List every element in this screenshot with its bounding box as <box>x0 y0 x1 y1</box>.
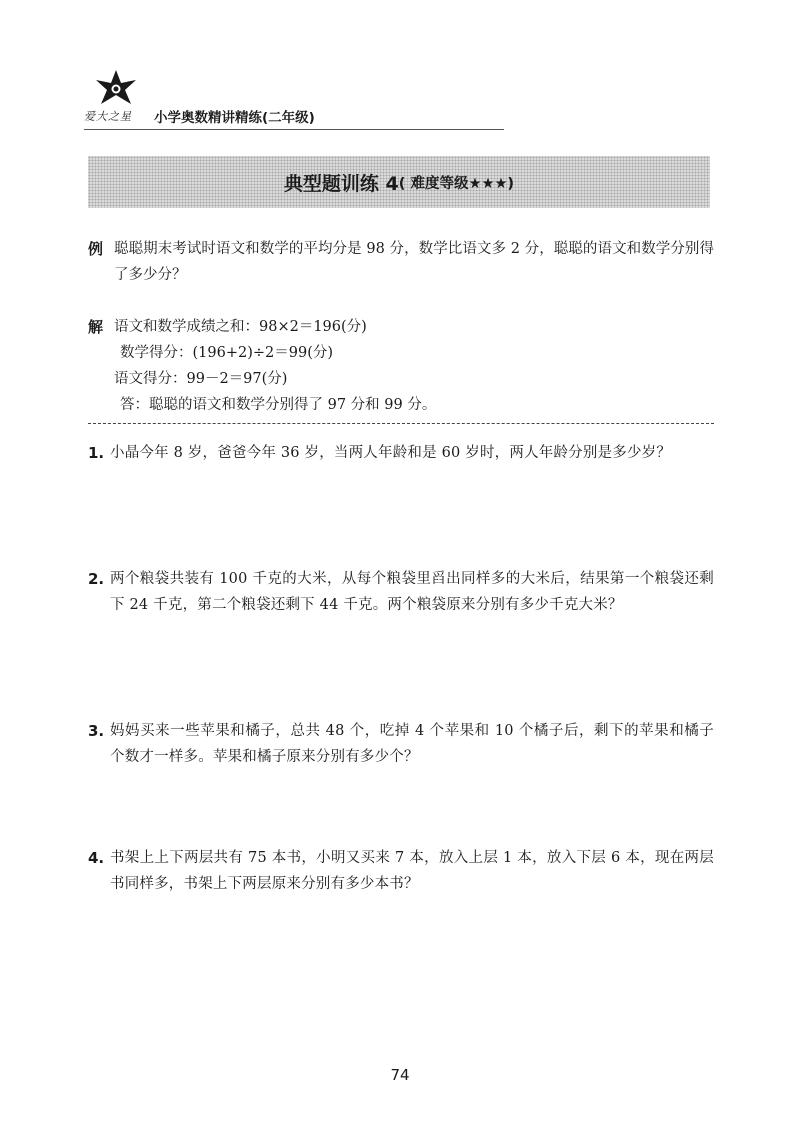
section-banner <box>88 156 710 208</box>
question-text: 书架上上下两层共有 75 本书，小明又买来 7 本，放入上层 1 本，放入下层 6 本，现在两层书同样多，书架上下两层原来分别有多少本书？ <box>110 850 714 892</box>
question-text: 两个粮袋共装有 100 千克的大米，从每个粮袋里舀出同样多的大米后，结果第一个粮袋还剩下 24 千克，第二个粮袋还剩下 44 千克。两个粮袋原来分别有多少千克大米？ <box>110 571 714 613</box>
header-rule <box>84 129 504 130</box>
question-4 <box>88 845 714 897</box>
solution-line: 语文得分：99－2＝97(分) <box>114 371 288 387</box>
solution-marker: 解 <box>88 318 104 336</box>
question-text: 小晶今年 8 岁，爸爸今年 36 岁，当两人年龄和是 60 岁时，两人年龄分别是多少岁？ <box>110 445 672 461</box>
question-1 <box>88 440 714 466</box>
book-title: 小学奥数精讲精练(二年级) <box>154 110 315 126</box>
section-title: 典型题训练 4 <box>283 172 399 195</box>
question-number: 1. <box>88 444 105 462</box>
solution-line: 语文和数学成绩之和：98×2＝196(分) <box>114 319 367 335</box>
dashed-divider <box>88 423 714 424</box>
question-3 <box>88 718 714 770</box>
example-block <box>88 236 714 288</box>
solution-answer: 答：聪聪的语文和数学分别得了 97 分和 99 分。 <box>120 397 437 413</box>
question-text: 妈妈买来一些苹果和橘子，总共 48 个，吃掉 4 个苹果和 10 个橘子后，剩下的苹果和橘子个数才一样多。苹果和橘子原来分别有多少个？ <box>110 723 714 765</box>
page-number: 74 <box>390 1066 410 1084</box>
question-2 <box>88 566 714 618</box>
question-number: 4. <box>88 849 105 867</box>
question-number: 2. <box>88 570 105 588</box>
logo-text: 爱大之星 <box>84 110 132 123</box>
page-header <box>84 68 504 134</box>
solution-block <box>88 314 714 418</box>
question-number: 3. <box>88 722 105 740</box>
example-marker: 例 <box>88 240 104 258</box>
solution-line: 数学得分：(196+2)÷2＝99(分) <box>120 345 334 361</box>
difficulty-level: ( 难度等级★★★) <box>398 175 515 192</box>
example-text: 聪聪期末考试时语文和数学的平均分是 98 分，数学比语文多 2 分，聪聪的语文和数学分别得了多少分？ <box>114 241 714 283</box>
